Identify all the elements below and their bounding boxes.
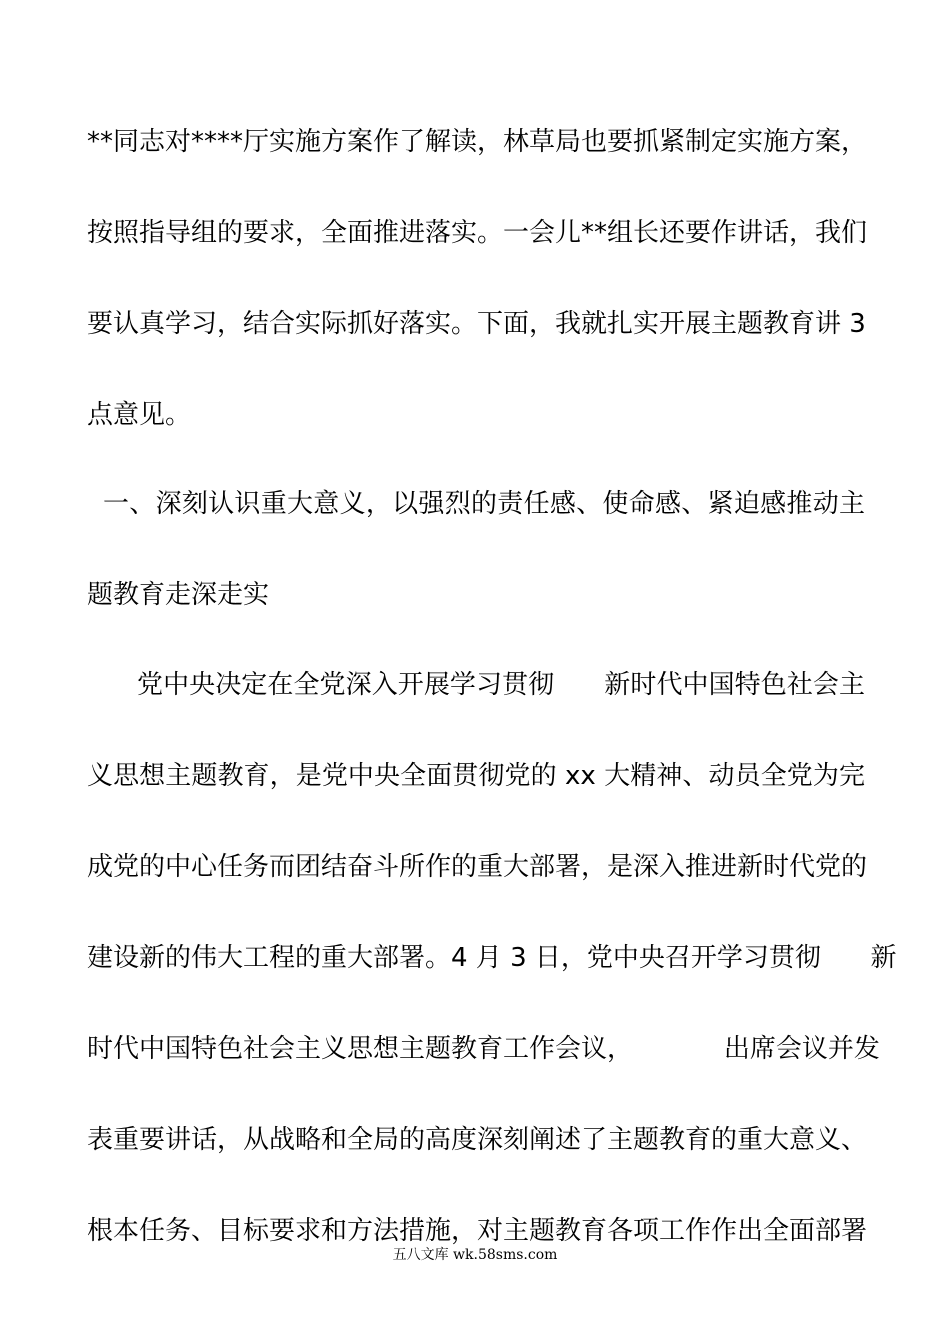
body-text-line: 根本任务、目标要求和方法措施，对主题教育各项工作作出全面部署	[87, 1216, 868, 1246]
body-text-line: 要认真学习，结合实际抓好落实。下面，我就扎实开展主题教育讲 3	[87, 309, 866, 339]
body-text-line: 表重要讲话，从战略和全局的高度深刻阐述了主题教育的重大意义、	[87, 1125, 868, 1155]
body-text-line: 党中央决定在全党深入开展学习贯彻 新时代中国特色社会主	[137, 670, 865, 700]
section-heading-line: 题教育走深走实	[87, 580, 270, 610]
body-text-line: 时代中国特色社会主义思想主题教育工作会议， 出席会议并发	[87, 1034, 880, 1064]
body-text-line: 建设新的伟大工程的重大部署。4 月 3 日，党中央召开学习贯彻 新	[87, 943, 897, 973]
body-text-line: 成党的中心任务而团结奋斗所作的重大部署，是深入推进新时代党的	[87, 852, 868, 882]
page-footer-watermark: 五八文库 wk.58sms.com	[392, 1247, 558, 1263]
section-heading-line: 一、深刻认识重大意义，以强烈的责任感、使命感、紧迫感推动主	[103, 489, 865, 519]
body-text-line: 点意见。	[87, 400, 192, 430]
body-text-line: 义思想主题教育，是党中央全面贯彻党的 xx 大精神、动员全党为完	[87, 761, 865, 791]
body-text-line: **同志对****厅实施方案作了解读，林草局也要抓紧制定实施方案，	[87, 127, 868, 157]
body-text-line: 按照指导组的要求，全面推进落实。一会儿**组长还要作讲话，我们	[87, 218, 868, 248]
